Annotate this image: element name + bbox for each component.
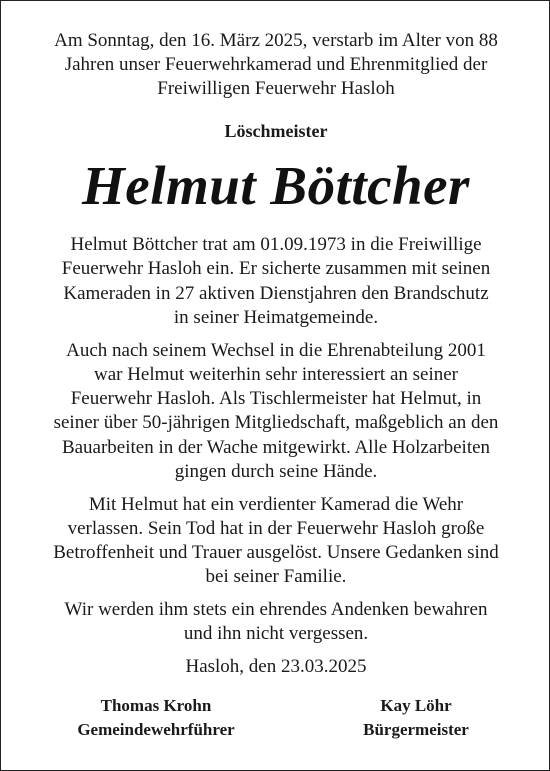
signatory-right-title: Bürgermeister <box>363 720 469 739</box>
intro-line-2: Jahren unser Feuerwehrkamerad und Ehrenmitglied der <box>64 54 488 75</box>
intro-line-3: Freiwilligen Feuerwehr Hasloh <box>157 78 395 99</box>
paragraph2-line-2: war Helmut weiterhin sehr interessiert an seiner <box>93 364 459 385</box>
intro-line-1: Am Sonntag, den 16. März 2025, verstarb im Alter von 88 <box>54 30 498 51</box>
paragraph2-line-1: Auch nach seinem Wechsel in die Ehrenabteilung 2001 <box>66 340 486 361</box>
place-date: Hasloh, den 23.03.2025 <box>185 656 367 677</box>
paragraph2-line-6: gingen durch seine Hände. <box>174 461 378 482</box>
paragraph2-line-5: Bauarbeiten in der Wache mitgewirkt. Alle Holzarbeiten <box>61 437 491 458</box>
paragraph4-line-1: Wir werden ihm stets ein ehrendes Andenken bewahren <box>64 599 488 620</box>
paragraph3-line-1: Mit Helmut hat ein verdienter Kamerad die Wehr <box>88 494 464 515</box>
paragraph3-line-3: Betroffenheit und Trauer ausgelöst. Unsere Gedanken sind <box>53 542 499 563</box>
deceased-name: Helmut Böttcher <box>82 155 470 216</box>
rank-title: Löschmeister <box>224 121 328 141</box>
signatory-right <box>321 694 511 742</box>
paragraph1-line-3: Kameraden in 27 aktiven Dienstjahren den Brandschutz <box>63 283 489 304</box>
signatory-left <box>41 694 271 742</box>
signatory-right-name: Kay Löhr <box>380 696 452 715</box>
paragraph1-line-2: Feuerwehr Hasloh ein. Er sicherte zusammen mit seinen <box>61 258 491 279</box>
paragraph1-line-1: Helmut Böttcher trat am 01.09.1973 in die Freiwillige <box>70 234 482 255</box>
signatory-left-title: Gemeindewehrführer <box>77 720 235 739</box>
paragraph2-line-3: Feuerwehr Hasloh. Als Tischlermeister hat Helmut, in <box>70 388 482 409</box>
paragraph4-line-2: und ihn nicht vergessen. <box>183 623 369 644</box>
paragraph3-line-2: verlassen. Sein Tod hat in der Feuerwehr Hasloh große <box>67 518 485 539</box>
paragraph1-line-4: in seiner Heimatgemeinde. <box>173 307 379 328</box>
paragraph2-line-4: seiner über 50-jährigen Mitgliedschaft, maßgeblich an den <box>53 412 499 433</box>
signatory-left-name: Thomas Krohn <box>100 696 212 715</box>
paragraph3-line-4: bei seiner Familie. <box>205 566 347 587</box>
